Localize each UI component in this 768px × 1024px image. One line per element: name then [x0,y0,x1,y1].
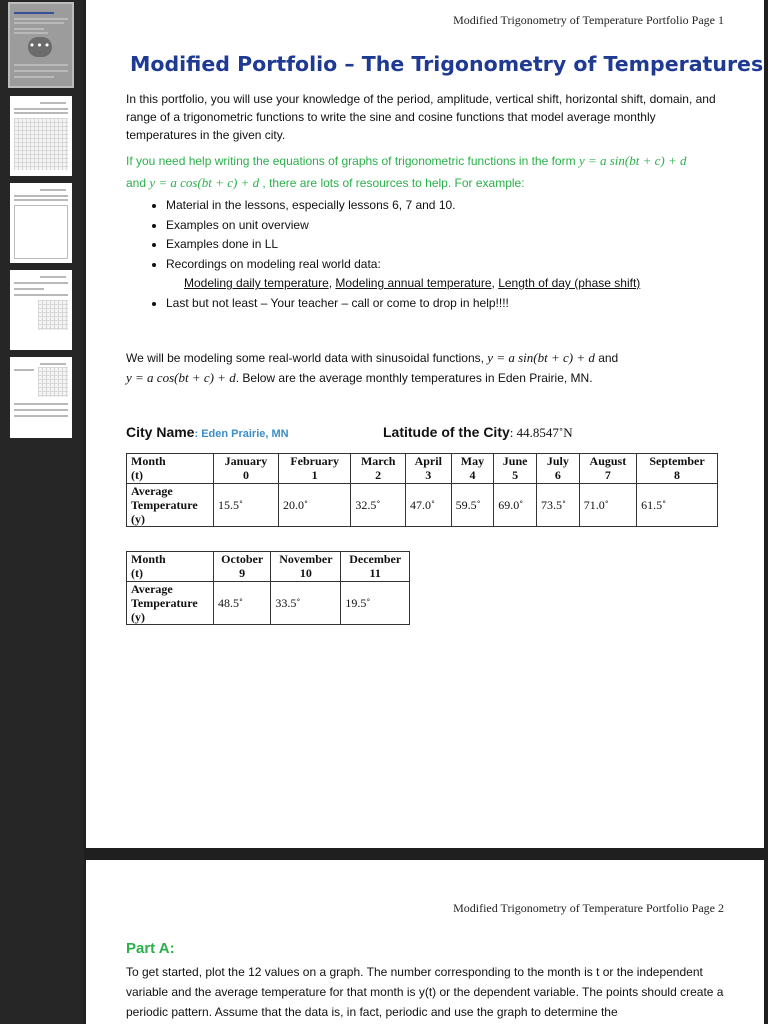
thumbnail-sidebar [0,0,84,1024]
page-thumbnail-3[interactable] [10,183,72,263]
list-item: • Material in the lessons, especially lessons 6, 7 and 10. [166,196,746,216]
table-row: Month (t) October 9 November 10 December 11 [127,552,410,582]
link-modeling-annual-temperature[interactable]: Modeling annual temperature [335,276,492,290]
city-name: City Name: Eden Prairie, MN [126,424,289,440]
list-item: • Last but not least – Your teacher – call or come to drop in help!!!! [166,294,746,314]
table-row: Average Temperature (y) 48.5˚ 33.5˚ 19.5˚ [127,582,410,625]
part-a-paragraph: To get started, plot the 12 values on a graph. The number corresponding to the month is t or the independent variable and the average temperature for that month is y(t) or the dependent variable. The points should create a periodic pattern. Assume that the data is, in fact, periodic and use the graph to determine the [126,965,724,1019]
resource-list [144,196,746,313]
cosine-equation: y = a cos(bt + c) + d [149,175,260,190]
document-title: Modified Portfolio – The Trigonometry of Temperatures [130,52,764,76]
page-thumbnail-2[interactable] [10,96,72,176]
temperature-table-2 [126,551,410,625]
page-thumbnail-5[interactable] [10,357,72,438]
link-length-of-day[interactable]: Length of day (phase shift) [498,276,641,290]
link-modeling-daily-temperature[interactable]: Modeling daily temperature [184,276,329,290]
table-row: Average Temperature (y) 15.5˚ 20.0˚ 32.5˚ 47.0˚ 59.5˚ 69.0˚ 73.5˚ 71.0˚ 61.5˚ [127,484,718,527]
modeling-paragraph: We will be modeling some real-world data with sinusoidal functions, y = a sin(bt + c) + d and y = a cos(bt + c) + d. Below are the average monthly temperatures in Eden Prairie, MN. [126,350,619,385]
running-header: Modified Trigonometry of Temperature Portfolio Page 1 [453,13,724,27]
part-a-heading: Part A: [126,940,175,957]
temperature-table-1 [126,453,718,527]
table-row: Month (t) January 0 February 1 March 2 April 3 May 4 June 5 July 6 August 7 September 8 [127,454,718,484]
recording-links: Modeling daily temperature, Modeling annual temperature, Length of day (phase shift) [184,276,641,290]
sine-equation: y = a sin(bt + c) + d [578,153,687,168]
list-item: • Recordings on modeling real world data: [166,255,746,275]
document-page-1 [86,0,764,848]
page-thumbnail-4[interactable] [10,270,72,350]
help-paragraph: If you need help writing the equations of graphs of trigonometric functions in the form y = a sin(bt + c) + d and y = a cos(bt + c) + d , there are lots of resources to help. For example: [126,153,687,190]
list-item: • Examples on unit overview [166,216,746,236]
city-latitude: Latitude of the City: 44.8547˚N [383,424,573,440]
more-options-button[interactable]: ••• [28,37,52,57]
list-item: • Examples done in LL [166,235,746,255]
document-page-2 [86,860,764,1024]
intro-paragraph: In this portfolio, you will use your knowledge of the period, amplitude, vertical shift, horizontal shift, domain, and range of a trigonometric functions to write the sine and cosine functions that model average monthly temperatures in the given city. [126,92,716,142]
running-header: Modified Trigonometry of Temperature Portfolio Page 2 [453,901,724,915]
